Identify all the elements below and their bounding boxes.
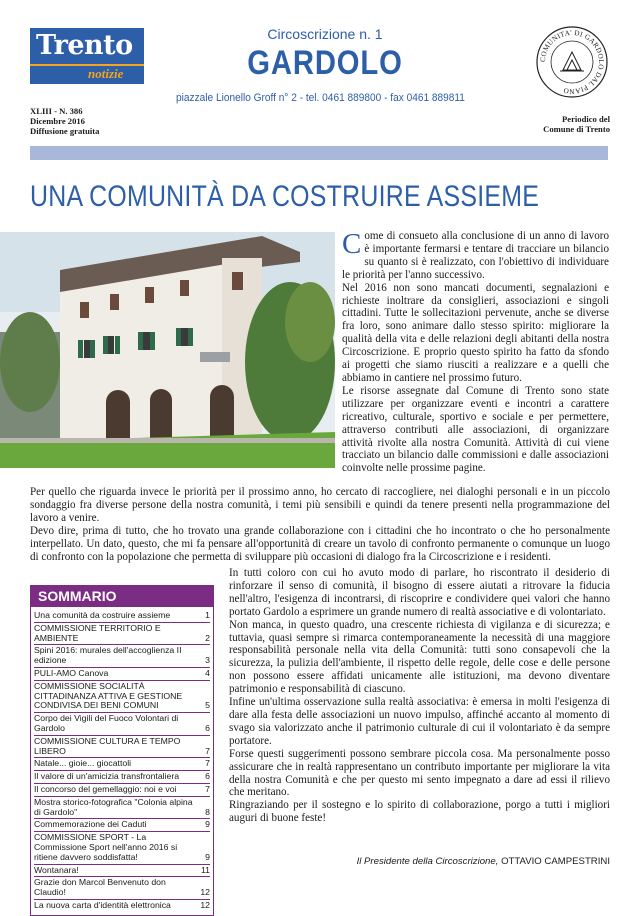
sommario-item-page: 5: [205, 700, 210, 711]
sommario-item-label: COMMISSIONE TERRITORIO E AMBIENTE: [34, 622, 161, 643]
sommario-item-label: Grazie don Marcol Benvenuto don Claudio!: [34, 877, 166, 898]
sommario-item: [34, 758, 210, 771]
sommario-item-label: La nuova carta d'identità elettronica: [34, 899, 171, 910]
article-intro-column: [342, 230, 609, 475]
sommario-item-label: Il concorso del gemellaggio: noi e voi: [34, 783, 177, 794]
logo-sub-text: notizie: [88, 66, 124, 81]
sommario-item-page: 4: [205, 667, 210, 678]
sommario-item-label: COMMISSIONE SOCIALITÀ CITTADINANZA ATTIVA E GESTIONE CONDIVISA DEI BENI COMUNI: [34, 680, 183, 711]
sommario-list: [30, 607, 214, 916]
seal-text: COMUNITA' DI GARDOLO DAL PIANO: [538, 28, 606, 96]
sommario-item-label: Spini 2016: murales dell'accoglienza II edizione: [34, 645, 182, 666]
signature-role: Il Presidente della Circoscrizione,: [356, 856, 499, 867]
sommario-item-page: 6: [205, 771, 210, 782]
sommario-item-label: Il valore di un'amicizia transfrontaliera: [34, 771, 180, 782]
sommario-item-page: 2: [205, 632, 210, 643]
sommario-item: [34, 865, 210, 878]
column-paragraph-1: In tutti coloro con cui ho avuto modo di parlare, ho riscontrato il desiderio di rinforzare il senso di comunità, il bisogno di essere aiutati a ritrovare la fiducia nell'altro, l'esigenza di incontrarsi, di riscoprire e condividere quei valori che hanno portato Gardolo a esprimere un grande numero di realtà associative e di volontariato.: [229, 567, 610, 618]
periodico-line-1: Periodico del: [562, 114, 610, 124]
column-paragraph-3: Infine un'ultima osservazione sulla realtà associativa: è emersa in molti l'esigenza di dare alla festa delle associazioni un nuovo impulso, affinché accanto al momento di svago sia valorizzato anche il patrimonio culturale di cui il volontariato è da sempre portatore.: [229, 696, 610, 747]
sommario-item-page: 1: [205, 610, 210, 620]
address-line: piazzale Lionello Groff n° 2 - tel. 0461 889800 - fax 0461 889811: [176, 92, 465, 104]
header-band: [30, 146, 608, 160]
signature-name: OTTAVIO CAMPESTRINI: [501, 856, 610, 867]
article-title: UNA COMUNITÀ DA COSTRUIRE ASSIEME: [30, 180, 540, 213]
building-photo: [0, 232, 335, 468]
column-paragraph-4: Forse questi suggerimenti possono sembrare piccola cosa. Ma personalmente posso assicurare che in realtà rappresentano un contributo importante per migliorare la vita della nostra Comunità e che per questo mi sento impegnato a dare ad essi il rilievo che meritano.: [229, 747, 610, 799]
sommario-item-page: 7: [205, 783, 210, 794]
sommario-item-page: 12: [200, 887, 210, 898]
sommario-item: [34, 645, 210, 668]
comunita-seal-icon: [536, 26, 608, 98]
sommario-item: [34, 736, 210, 759]
sommario-item: [34, 681, 210, 713]
intro-paragraph-2: Nel 2016 non sono mancati documenti, segnalazioni e richieste inoltrare da consiglieri, associazioni e singoli cittadini. Tutte le sollecitazioni pervenute, anche se diverse fra loro, sono animare dallo stesso spirito: migliorare la qualità della vita e delle relazioni degli abitanti della nostra Circoscrizione. E proprio questo spirito ha fatto da sfondo ai progetti che siamo riusciti a realizzare e a quelli che abbiamo in cantiere nel prossimo futuro.: [342, 281, 609, 384]
sommario-item-label: Una comunità da costruire assieme: [34, 610, 171, 620]
full-paragraph-2: Devo dire, prima di tutto, che ho trovato una grande collaborazione con i cittadini che ho incontrato o che ho personalmente interpellato. Un dato, questo, che mi fa pensare all'opportunità di creare un tavolo di confronto permanente o comunque un luogo di confronto con la popolazione che permetta di sviluppare più occasioni di dialogo fra la Circoscrizione e i residenti.: [30, 524, 610, 563]
sommario-item-label: Corpo dei Vigili del Fuoco Volontari di Gardolo: [34, 713, 179, 733]
sommario-item-page: 12: [200, 899, 210, 910]
sommario-item-page: 11: [200, 864, 210, 875]
sommario-box: [30, 585, 214, 916]
svg-text:COMUNITA' DI GARDOLO DAL PIANO: [539, 29, 605, 95]
sommario-item-label: Commemorazione dei Caduti: [34, 819, 147, 830]
sommario-item: [34, 771, 210, 784]
sommario-item-label: Mostra storico-fotografica "Colonia alpina di Gardolo": [34, 796, 193, 817]
sommario-item: [34, 668, 210, 681]
sommario-item: [34, 784, 210, 797]
sommario-item-label: PULI-AMO Canova: [34, 667, 109, 678]
article-right-column: [229, 567, 610, 825]
issue-date: Dicembre 2016: [30, 116, 85, 126]
intro-paragraph-1: Come di consueto alla conclusione di un anno di lavoro è importante fermarsi e tentare di tracciare un bilancio su quanto si è realizzato, con l'obiettivo di individuare le priorità per l'anno successivo.: [342, 228, 609, 281]
issue-meta: [30, 106, 99, 136]
sommario-item-page: 7: [205, 758, 210, 769]
trento-notizie-logo: [30, 28, 144, 84]
sommario-item-page: 3: [205, 655, 210, 666]
logo-bar: [30, 64, 144, 66]
sommario-item: [34, 900, 210, 912]
sommario-item-label: Wontanara!: [34, 864, 79, 875]
sommario-item-label: Natale... gioie... giocattoli: [34, 758, 132, 769]
circoscrizione-label: Circoscrizione n. 1: [267, 26, 383, 42]
sommario-item-page: 9: [205, 819, 210, 830]
sommario-item: [34, 877, 210, 900]
sommario-title: SOMMARIO: [30, 585, 214, 607]
district-title: GARDOLO: [247, 44, 403, 82]
logo-main-text: Trento: [36, 30, 133, 61]
full-paragraph-1: Per quello che riguarda invece le priorità per il prossimo anno, ho cercato di raccogliere, nei dialoghi personali e in un piccolo sondaggio fra diverse persone della nostra comunità, i temi più sensibili e quindi da tenere presenti nella programmazione del lavoro a venire.: [30, 486, 610, 524]
sommario-item-label: COMMISSIONE CULTURA E TEMPO LIBERO: [34, 735, 181, 756]
intro-paragraph-3: Le risorse assegnate dal Comune di Trento sono state utilizzare per organizzare eventi e incontri a carattere ricreativo, culturale, sportivo e sociale e per permettere, attraverso contributi alle associazioni, di organizzare attività rivolte alla nostra Comunità. Attività di cui viene tracciato un bilancio dalle commissioni e dalle associazioni coinvolte nelle prossime pagine.: [342, 384, 609, 475]
signature: [340, 856, 610, 867]
sommario-item: [34, 832, 210, 864]
column-paragraph-5: Ringraziando per il sostegno e lo spirito di collaborazione, porgo a tutti i migliori auguri di buone feste!: [229, 799, 610, 825]
article-fullwidth-text: [30, 486, 610, 563]
issue-number: XLIII - N. 386: [30, 106, 83, 116]
sommario-item: [34, 610, 210, 623]
sommario-item-page: 6: [205, 722, 210, 733]
periodico-note: [520, 114, 610, 134]
sommario-item-label: COMMISSIONE SPORT - La Commissione Sport nell'anno 2016 si ritiene davvero soddisfatta!: [34, 832, 178, 862]
periodico-line-2: Comune di Trento: [543, 124, 610, 134]
column-paragraph-2: Non manca, in questo quadro, una crescente richiesta di vigilanza e di sicurezza; e tuttavia, quasi sempre si rimarca contemporaneamente la necessità di una maggiore responsabilità personale nella vita della Comunità: tutti sono consapevoli che la sicurezza, la pulizia dell'ambiente, il rispetto delle regole, delle cose e delle persone non possono essere affidati unicamente alle istituzioni, ma devono diventare patrimonio e responsabilità di ciascuno.: [229, 618, 610, 696]
sommario-item-page: 9: [205, 851, 210, 862]
sommario-item-page: 8: [205, 806, 210, 817]
sommario-item: [34, 623, 210, 646]
distribution-note: Diffusione gratuita: [30, 126, 100, 136]
sommario-item: [34, 819, 210, 832]
sommario-item: [34, 713, 210, 736]
sommario-item-page: 7: [205, 745, 210, 756]
sommario-item: [34, 797, 210, 820]
